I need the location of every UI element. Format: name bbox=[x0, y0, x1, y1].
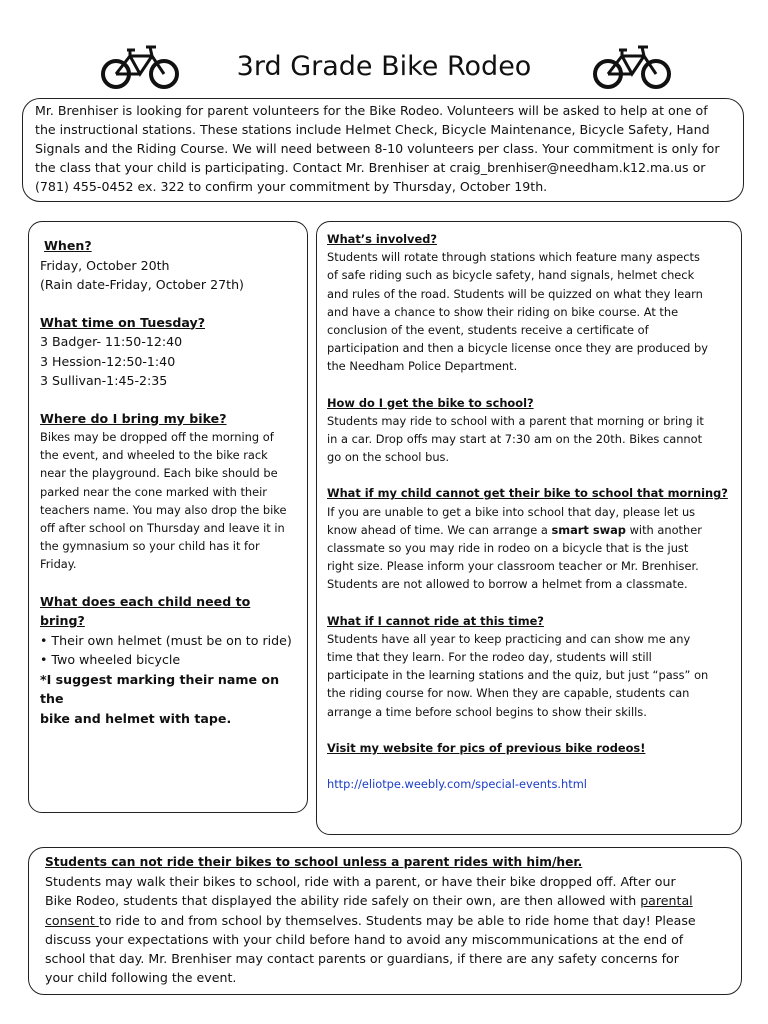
cannot-get-line: classmate so you may ride in rodeo on a bicycle that is the just bbox=[327, 541, 689, 556]
bottom-notice-box bbox=[28, 847, 742, 995]
cannot-get-line bbox=[327, 521, 731, 539]
get-bike-heading: How do I get the bike to school? bbox=[327, 395, 534, 410]
smart-swap-text: smart swap bbox=[551, 522, 626, 537]
involved-heading: What’s involved? bbox=[327, 232, 437, 246]
involved-line: of safe riding such as bicycle safety, hand signals, helmet check bbox=[327, 268, 695, 283]
bring-note: *I suggest marking their name on the bbox=[40, 671, 280, 707]
when-line: Friday, October 20th bbox=[40, 257, 170, 273]
intro-line: the class that your child is participating. Contact Mr. Brenhiser at craig_brenhiser@needham.k12.ma.us or bbox=[35, 160, 706, 175]
intro-text bbox=[35, 101, 733, 196]
intro-line: the instructional stations. These stations include Helmet Check, Bicycle Maintenance, Bicycle Safety, Hand bbox=[35, 122, 710, 137]
where-line: the event, and wheeled to the bike rack bbox=[40, 448, 268, 463]
cannot-ride-heading: What if I cannot ride at this time? bbox=[327, 613, 544, 628]
involved-line: Students will rotate through stations which feature many aspects bbox=[327, 250, 700, 265]
cannot-get-text: know ahead of time. We can arrange a bbox=[327, 522, 552, 537]
bottom-line: school that day. Mr. Brenhiser may contact parents or guardians, if there are any safety concerns for bbox=[45, 951, 679, 967]
cannot-ride-line: time that they learn. For the rodeo day, students will still bbox=[327, 650, 652, 665]
bring-item: • Their own helmet (must be on to ride) bbox=[40, 632, 292, 648]
where-line: Bikes may be dropped off the morning of bbox=[40, 430, 274, 444]
intro-box bbox=[22, 98, 744, 202]
bottom-line: your child following the event. bbox=[45, 970, 237, 986]
time-line: 3 Badger- 11:50-12:40 bbox=[40, 334, 183, 349]
time-line: 3 Sullivan-1:45-2:35 bbox=[40, 373, 168, 388]
cannot-get-heading: What if my child cannot get their bike to school that morning? bbox=[327, 486, 728, 501]
bottom-line bbox=[45, 911, 731, 930]
get-bike-line: Students may ride to school with a parent that morning or bring it bbox=[327, 413, 704, 428]
get-bike-line: in a car. Drop offs may start at 7:30 am on the 20th. Bikes cannot bbox=[327, 432, 703, 447]
intro-line: Signals and the Riding Course. We will need between 8-10 volunteers per class. Your commitment is only for bbox=[35, 141, 720, 156]
where-heading: Where do I bring my bike? bbox=[40, 410, 227, 426]
cannot-ride-line: participate in the learning stations and the quiz, but just “pass” on bbox=[327, 668, 709, 683]
where-line: off after school on Thursday and leave it in bbox=[40, 521, 285, 536]
cannot-get-text: with another bbox=[625, 522, 702, 537]
involved-line: the Needham Police Department. bbox=[327, 359, 518, 374]
involved-line: conclusion of the event, students receive a certificate of bbox=[327, 323, 649, 338]
cannot-get-line: right size. Please inform your classroom teacher or Mr. Brenhiser. bbox=[327, 559, 699, 574]
bottom-text: to ride to and from school by themselves. Students may be able to ride home that day! Please bbox=[98, 912, 696, 928]
involved-line: and have a chance to show their riding on bike course. At the bbox=[327, 304, 679, 319]
where-line: the gymnasium so your child has it for bbox=[40, 539, 260, 554]
bottom-heading: Students can not ride their bikes to school unless a parent rides with him/her. bbox=[45, 855, 583, 869]
left-info-box bbox=[28, 221, 308, 813]
involved-line: and rules of the road. Students will be quizzed on what they learn bbox=[327, 286, 703, 301]
when-heading: When? bbox=[44, 238, 92, 253]
bottom-line bbox=[45, 891, 731, 910]
parental-consent-text: consent bbox=[45, 912, 99, 928]
get-bike-line: go on the school bus. bbox=[327, 450, 450, 465]
right-info-box bbox=[316, 221, 742, 835]
page-title: 3rd Grade Bike Rodeo bbox=[236, 51, 532, 82]
bicycle-icon bbox=[592, 42, 672, 92]
bring-heading: What does each child need to bring? bbox=[40, 593, 251, 629]
cannot-get-line: Students are not allowed to borrow a helmet from a classmate. bbox=[327, 577, 688, 592]
cannot-ride-line: arrange a time before school begins to show their skills. bbox=[327, 704, 647, 719]
where-line: parked near the cone marked with their bbox=[40, 484, 267, 499]
time-heading: What time on Tuesday? bbox=[40, 314, 205, 330]
bottom-line: Students may walk their bikes to school, ride with a parent, or have their bike dropped off. After our bbox=[45, 874, 676, 890]
bring-note: bike and helmet with tape. bbox=[40, 710, 232, 726]
where-line: teachers name. You may also drop the bike bbox=[40, 502, 287, 517]
bring-item: • Two wheeled bicycle bbox=[40, 652, 181, 668]
cannot-get-line: If you are unable to get a bike into school that day, please let us bbox=[327, 504, 696, 519]
intro-line: (781) 455-0452 ex. 322 to confirm your commitment by Thursday, October 19th. bbox=[35, 179, 548, 194]
parental-consent-text: parental bbox=[640, 893, 693, 909]
involved-line: participation and then a bicycle license once they are produced by bbox=[327, 341, 708, 356]
bottom-text: Bike Rodeo, students that displayed the ability ride safely on their own, are then allowed with bbox=[45, 893, 641, 909]
website-heading: Visit my website for pics of previous bike rodeos! bbox=[327, 740, 646, 755]
bottom-line: discuss your expectations with your child before hand to avoid any miscommunications at the end of bbox=[45, 931, 684, 947]
where-line: Friday. bbox=[40, 557, 77, 572]
time-line: 3 Hession-12:50-1:40 bbox=[40, 353, 176, 369]
cannot-ride-line: Students have all year to keep practicing and can show me any bbox=[327, 631, 691, 646]
website-link[interactable]: http://eliotpe.weebly.com/special-events.html bbox=[327, 777, 587, 792]
when-line: (Rain date-Friday, October 27th) bbox=[40, 277, 244, 292]
cannot-ride-line: the riding course for now. When they are capable, students can bbox=[327, 686, 690, 701]
where-line: near the playground. Each bike should be bbox=[40, 466, 278, 481]
intro-line: Mr. Brenhiser is looking for parent volunteers for the Bike Rodeo. Volunteers will be asked to help at one of bbox=[35, 103, 708, 118]
